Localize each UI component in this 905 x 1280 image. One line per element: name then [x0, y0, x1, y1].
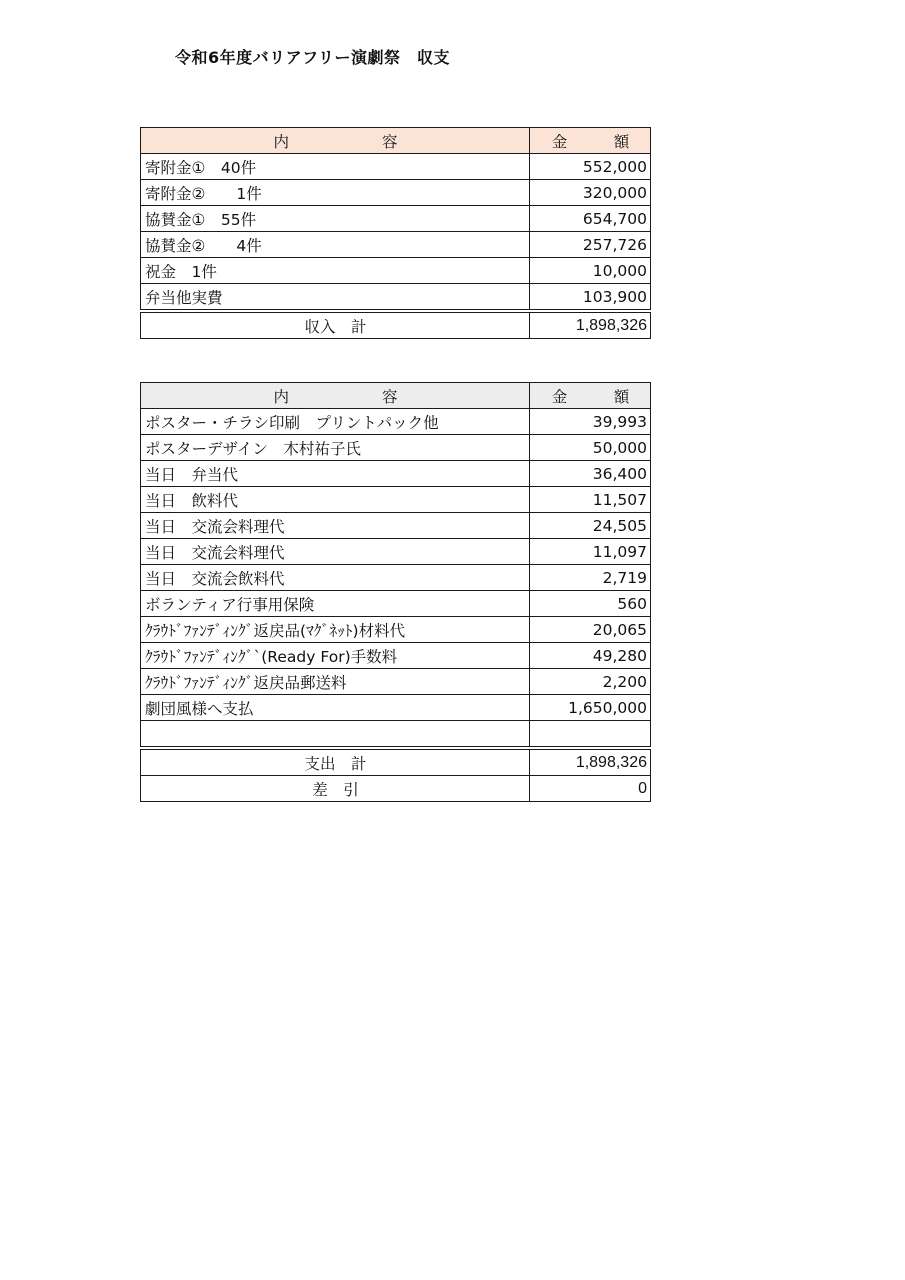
expense-row-label: 当日 弁当代 — [141, 461, 530, 487]
expense-row — [141, 565, 651, 591]
expense-row-label — [141, 721, 530, 749]
expense-row-label: ｸﾗｳﾄﾞﾌｧﾝﾃﾞｨﾝｸﾞ返戻品(ﾏｸﾞﾈｯﾄ)材料代 — [141, 617, 530, 643]
income-header-row — [141, 128, 651, 154]
expense-row-amount: 560 — [530, 591, 651, 617]
expense-row — [141, 409, 651, 435]
income-row — [141, 154, 651, 180]
income-row — [141, 206, 651, 232]
income-row-amount: 654,700 — [530, 206, 651, 232]
expense-row-amount: 39,993 — [530, 409, 651, 435]
income-row-amount: 552,000 — [530, 154, 651, 180]
income-total-label: 収入 計 — [141, 311, 530, 339]
expense-total-row — [141, 748, 651, 776]
income-row-amount: 103,900 — [530, 284, 651, 312]
expense-row-label: 当日 交流会料理代 — [141, 513, 530, 539]
expense-row-amount: 49,280 — [530, 643, 651, 669]
expense-row — [141, 643, 651, 669]
expense-row-amount: 2,200 — [530, 669, 651, 695]
expense-row-amount: 50,000 — [530, 435, 651, 461]
income-total-amount: 1,898,326 — [530, 311, 651, 339]
expense-header-amount: 金 額 — [530, 383, 651, 409]
balance-label: 差 引 — [141, 776, 530, 802]
expense-row — [141, 487, 651, 513]
balance-row — [141, 776, 651, 802]
income-row-amount: 257,726 — [530, 232, 651, 258]
expense-row — [141, 695, 651, 721]
income-total-row — [141, 311, 651, 339]
income-row — [141, 180, 651, 206]
income-row — [141, 258, 651, 284]
expense-row — [141, 721, 651, 749]
expense-row-amount — [530, 721, 651, 749]
expense-total-label: 支出 計 — [141, 748, 530, 776]
balance-amount: 0 — [530, 776, 651, 802]
expense-total-amount: 1,898,326 — [530, 748, 651, 776]
income-row-label: 寄附金① 40件 — [141, 154, 530, 180]
expense-row-amount: 36,400 — [530, 461, 651, 487]
expense-row-label: ポスターデザイン 木村祐子氏 — [141, 435, 530, 461]
income-row-label: 協賛金① 55件 — [141, 206, 530, 232]
expense-row — [141, 435, 651, 461]
income-row-label: 祝金 1件 — [141, 258, 530, 284]
expense-row-amount: 20,065 — [530, 617, 651, 643]
income-row-amount: 320,000 — [530, 180, 651, 206]
expense-row-label: ｸﾗｳﾄﾞﾌｧﾝﾃﾞｨﾝｸﾞ`(Ready For)手数料 — [141, 643, 530, 669]
expense-row-amount: 11,507 — [530, 487, 651, 513]
income-header-content: 内 容 — [141, 128, 530, 154]
document-title: 令和6年度バリアフリー演劇祭 収支 — [175, 48, 450, 67]
expense-header-content: 内 容 — [141, 383, 530, 409]
income-table — [140, 127, 651, 339]
expense-row — [141, 461, 651, 487]
expense-row-label: 当日 交流会飲料代 — [141, 565, 530, 591]
expense-row-amount: 24,505 — [530, 513, 651, 539]
income-row-label: 寄附金② 1件 — [141, 180, 530, 206]
expense-row-label: 劇団風様へ支払 — [141, 695, 530, 721]
income-row — [141, 284, 651, 312]
expense-row-amount: 11,097 — [530, 539, 651, 565]
expense-row — [141, 513, 651, 539]
expense-row-label: 当日 交流会料理代 — [141, 539, 530, 565]
expense-row-label: ポスター・チラシ印刷 プリントパック他 — [141, 409, 530, 435]
expense-row-label: 当日 飲料代 — [141, 487, 530, 513]
expense-row — [141, 617, 651, 643]
expense-row-amount: 2,719 — [530, 565, 651, 591]
expense-row — [141, 539, 651, 565]
expense-row-label: ｸﾗｳﾄﾞﾌｧﾝﾃﾞｨﾝｸﾞ返戻品郵送料 — [141, 669, 530, 695]
income-row-label: 弁当他実費 — [141, 284, 530, 312]
income-row-amount: 10,000 — [530, 258, 651, 284]
income-row — [141, 232, 651, 258]
expense-row — [141, 669, 651, 695]
expense-table — [140, 382, 651, 802]
expense-row-amount: 1,650,000 — [530, 695, 651, 721]
expense-header-row — [141, 383, 651, 409]
income-header-amount: 金 額 — [530, 128, 651, 154]
expense-row-label: ボランティア行事用保険 — [141, 591, 530, 617]
expense-row — [141, 591, 651, 617]
income-row-label: 協賛金② 4件 — [141, 232, 530, 258]
